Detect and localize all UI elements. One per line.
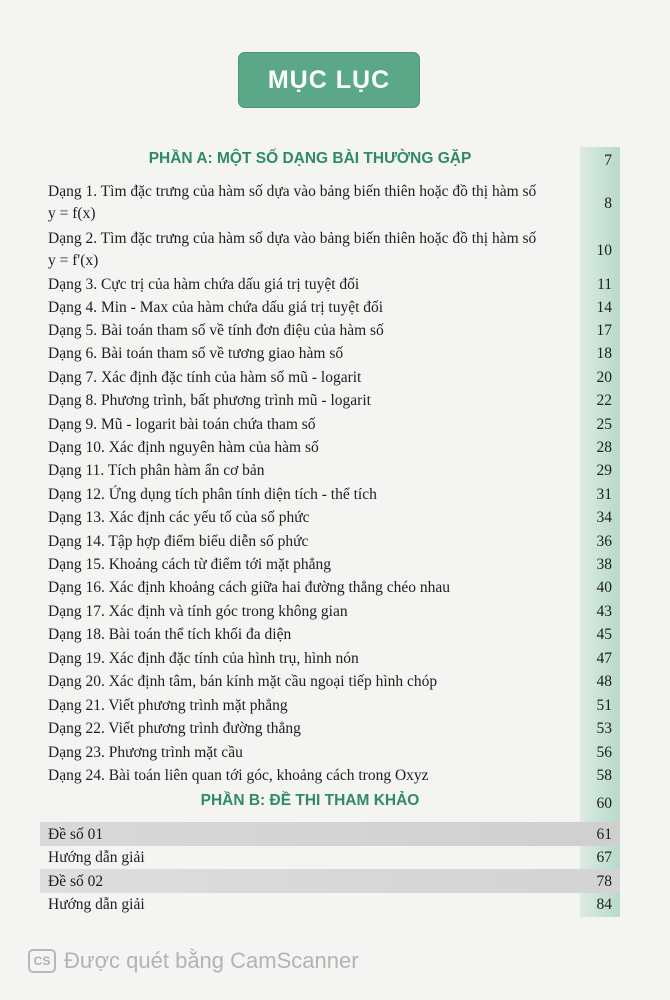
toc-item-label: Đề số 02: [48, 873, 104, 890]
toc-item-label: Dạng 16. Xác định khoảng cách giữa hai đường thẳng chéo nhau: [48, 579, 451, 596]
toc-item-label: Dạng 5. Bài toán tham số về tính đơn điệu của hàm số: [48, 322, 384, 339]
toc-item-label: Dạng 17. Xác định và tính góc trong không gian: [48, 603, 348, 620]
toc-item-label: Dạng 1. Tìm đặc trưng của hàm số dựa vào bảng biến thiên hoặc đồ thị hàm số: [48, 183, 537, 200]
camscanner-logo-icon: CS: [28, 949, 56, 973]
toc-item-page: 84: [596, 896, 612, 913]
toc-item-label: Dạng 4. Min - Max của hàm chứa dấu giá trị tuyệt đối: [48, 299, 384, 316]
toc-item-page: 20: [596, 369, 612, 386]
toc-item-page: 45: [596, 626, 612, 643]
toc-item-page: 29: [596, 462, 612, 479]
toc-item-label: Dạng 3. Cực trị của hàm chứa dấu giá trị tuyệt đối: [48, 276, 360, 293]
toc-item-page: 48: [596, 673, 612, 690]
part-b-heading: PHẦN B: ĐỀ THI THAM KHẢO: [200, 792, 420, 809]
toc-item-label-cont: y = f'(x): [48, 252, 99, 269]
toc-item-page: 36: [596, 533, 612, 550]
toc-item-label: Dạng 2. Tìm đặc trưng của hàm số dựa vào bảng biến thiên hoặc đồ thị hàm số: [48, 230, 537, 247]
toc-item-page: 56: [596, 744, 612, 761]
toc-item-label: Dạng 7. Xác định đặc tính của hàm số mũ - logarit: [48, 369, 362, 386]
toc-item-page: 47: [596, 650, 612, 667]
toc-item-page: 61: [596, 826, 612, 843]
toc-item-page: 22: [596, 392, 612, 409]
toc-item-page: 43: [596, 603, 612, 620]
toc-item-label: Dạng 14. Tập hợp điểm biểu diễn số phức: [48, 533, 309, 550]
toc-item-label: Dạng 11. Tích phân hàm ẩn cơ bản: [48, 462, 265, 479]
toc-item-page: 51: [596, 697, 612, 714]
toc-item-page: 78: [596, 873, 612, 890]
toc-item-page: 28: [596, 439, 612, 456]
toc-item-page: 58: [596, 767, 612, 784]
toc-item-page: 11: [597, 276, 612, 293]
toc-item-label: Đề số 01: [48, 826, 104, 843]
toc-item-label: Hướng dẫn giải: [48, 849, 145, 866]
toc-item-label: Dạng 15. Khoảng cách từ điểm tới mặt phẳng: [48, 556, 332, 573]
toc-item-label: Dạng 21. Viết phương trình mặt phẳng: [48, 697, 288, 714]
toc-item-label: Dạng 22. Viết phương trình đường thẳng: [48, 720, 301, 737]
part-a-heading: PHẦN A: MỘT SỐ DẠNG BÀI THƯỜNG GẶP: [148, 150, 472, 167]
toc-item-page: 34: [596, 509, 612, 526]
toc-item-page: 25: [596, 416, 612, 433]
toc-item-page: 53: [596, 720, 612, 737]
toc-item-label: Dạng 10. Xác định nguyên hàm của hàm số: [48, 439, 319, 456]
part-a-page: 7: [604, 152, 612, 169]
watermark-text: Được quét bằng CamScanner: [64, 948, 359, 973]
toc-item-label: Dạng 8. Phương trình, bất phương trình mũ - logarit: [48, 392, 371, 409]
toc-item-page: 67: [596, 849, 612, 866]
toc-item-page: 14: [596, 299, 612, 316]
toc-item-page: 17: [596, 322, 612, 339]
toc-item-label: Dạng 12. Ứng dụng tích phân tính diện tích - thể tích: [48, 486, 377, 503]
toc-item-page: 40: [596, 579, 612, 596]
toc-item-page: 18: [596, 345, 612, 362]
toc-item-label: Dạng 6. Bài toán tham số về tương giao hàm số: [48, 345, 344, 362]
toc-item-label: Dạng 20. Xác định tâm, bán kính mặt cầu ngoại tiếp hình chóp: [48, 673, 438, 690]
toc-item-page: 8: [604, 195, 612, 212]
toc-item-label: Hướng dẫn giải: [48, 896, 145, 913]
toc-item-label: Dạng 23. Phương trình mặt cầu: [48, 744, 243, 761]
part-b-page: 60: [596, 795, 612, 812]
toc-item-label: Dạng 18. Bài toán thể tích khối đa diện: [48, 626, 292, 643]
toc-item-page: 10: [596, 242, 612, 259]
toc-item-label-cont: y = f(x): [48, 205, 96, 222]
toc-item-page: 31: [596, 486, 612, 503]
toc-item-label: Dạng 9. Mũ - logarit bài toán chứa tham số: [48, 416, 316, 433]
scanner-watermark: [28, 948, 359, 974]
toc-item-page: 38: [596, 556, 612, 573]
page-title: MỤC LỤC: [267, 65, 391, 94]
toc-item-label: Dạng 19. Xác định đặc tính của hình trụ, hình nón: [48, 650, 359, 667]
toc-item-label: Dạng 24. Bài toán liên quan tới góc, khoảng cách trong Oxyz: [48, 767, 429, 784]
toc-item-label: Dạng 13. Xác định các yếu tố của số phức: [48, 509, 310, 526]
